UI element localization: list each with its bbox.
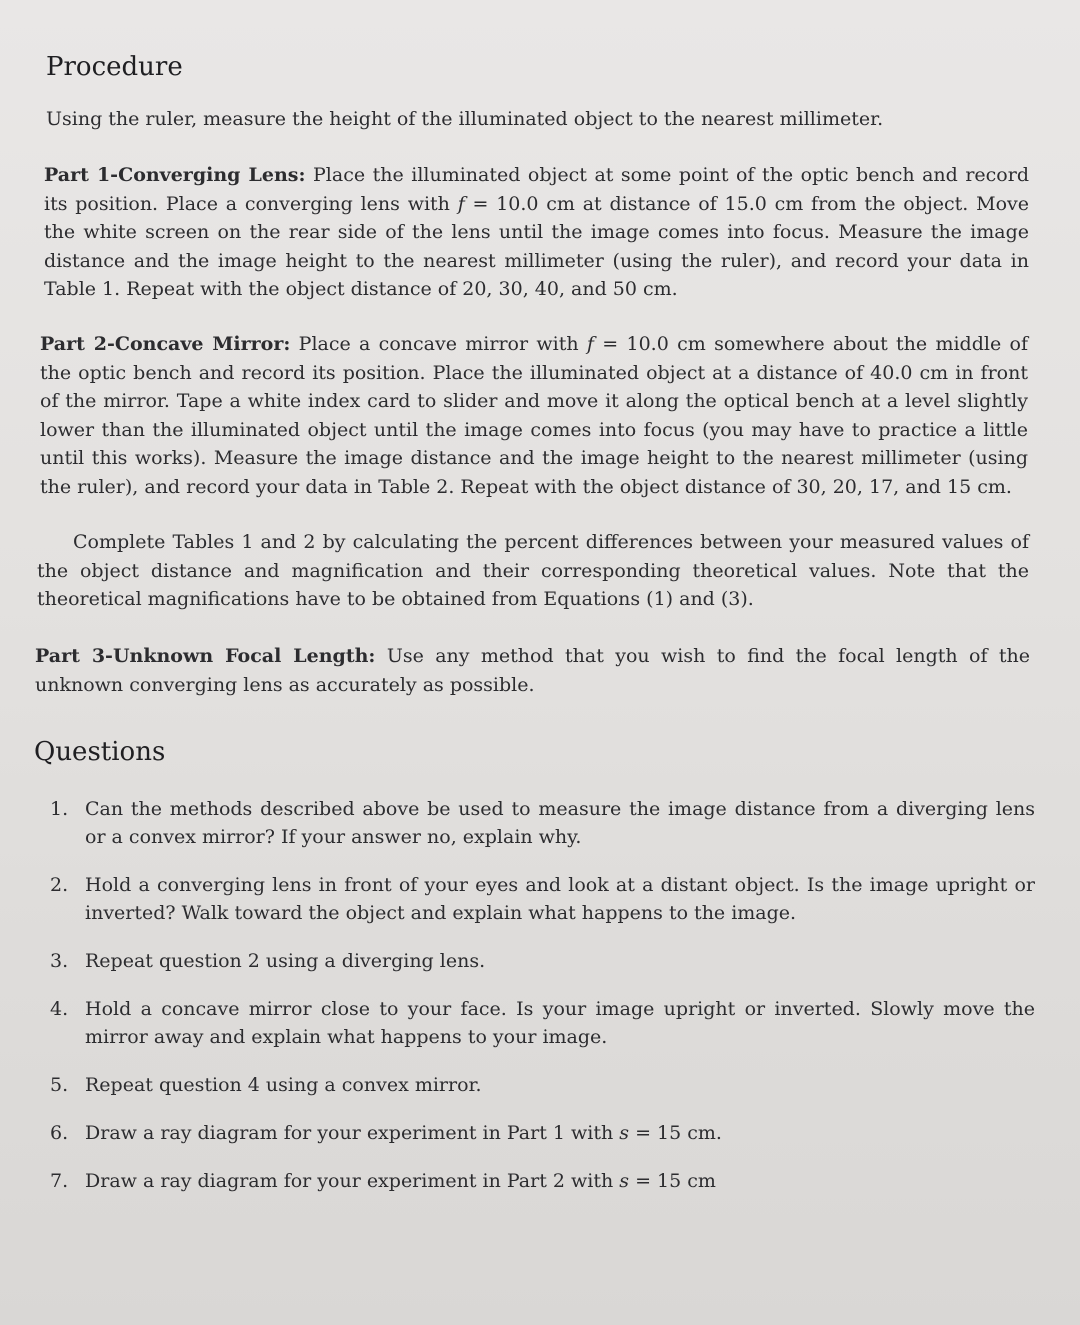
part3-text: Use any method that you wish to find the focal length of the unknown converging lens as accurately as possible. — [35, 645, 1030, 696]
question-text-a: Draw a ray diagram for your experiment in Part 1 with — [85, 1122, 620, 1144]
question-number: 6. — [50, 1122, 69, 1144]
question-text: Repeat question 2 using a diverging lens. — [85, 950, 486, 972]
part1-title: Part 1-Converging Lens: — [44, 164, 306, 186]
part1-paragraph — [44, 161, 1029, 304]
question-text-b: = 15 cm. — [629, 1122, 722, 1144]
procedure-intro: Using the ruler, measure the height of the illuminated object to the nearest millimeter. — [46, 108, 884, 130]
part2-text-a: Place a concave mirror with — [290, 333, 587, 355]
question-number: 3. — [50, 950, 69, 972]
question-text-a: Draw a ray diagram for your experiment in Part 2 with — [85, 1170, 620, 1192]
s-symbol: s — [619, 1170, 630, 1192]
procedure-heading: Procedure — [46, 52, 183, 82]
part2-paragraph — [40, 330, 1028, 501]
part2-f-symbol: f — [586, 333, 594, 355]
question-text: Hold a converging lens in front of your eyes and look at a distant object. Is the image upright or inverted? Walk toward the object and explain what happens to the image. — [85, 874, 1035, 924]
question-number: 7. — [50, 1170, 69, 1192]
question-text-b: = 15 cm — [629, 1170, 716, 1192]
complete-tables-paragraph: Complete Tables 1 and 2 by calculating the percent differences between your measured values of the object distance and magnification and their corresponding theoretical values. Note that the theoretical magnifications have to be obtained from Equations (1) and (3). — [37, 531, 1029, 610]
question-number: 4. — [50, 998, 69, 1020]
question-number: 1. — [50, 798, 69, 820]
question-item — [50, 871, 1035, 927]
part2-title: Part 2-Concave Mirror: — [40, 333, 291, 355]
question-item — [50, 995, 1035, 1051]
part2-text-b: = 10.0 cm somewhere about the middle of the optic bench and record its position. Place the illuminated object at a distance of 40.0 cm in front of the mirror. Tape a white index card to slider and move it along the optical bench at a level slightly lower than the illuminated object until the image comes into focus (you may have to practice a little until this works). Measure the image distance and the image height to the nearest millimeter (using the ruler), and record your data in Table 2. Repeat with the object distance of 30, 20, 17, and 15 cm. — [40, 333, 1028, 498]
part3-paragraph — [35, 642, 1030, 699]
question-item — [50, 947, 1035, 975]
part1-f-symbol: f — [457, 192, 465, 215]
part3-title: Part 3-Unknown Focal Length: — [35, 645, 376, 667]
question-text: Repeat question 4 using a convex mirror. — [85, 1074, 482, 1096]
questions-heading: Questions — [34, 737, 166, 767]
question-number: 2. — [50, 874, 69, 896]
question-item — [50, 795, 1035, 851]
question-item — [50, 1119, 1035, 1147]
questions-list — [50, 795, 1035, 1215]
s-symbol: s — [619, 1122, 630, 1144]
question-number: 5. — [50, 1074, 69, 1096]
question-item — [50, 1167, 1035, 1195]
question-item — [50, 1071, 1035, 1099]
question-text: Can the methods described above be used to measure the image distance from a diverging lens or a convex mirror? If your answer no, explain why. — [85, 798, 1035, 848]
question-text: Hold a concave mirror close to your face. Is your image upright or inverted. Slowly move the mirror away and explain what happens to your image. — [85, 998, 1035, 1048]
part1-text-a: Place the illuminated object at some point of the optic bench and record its position. Place a converging lens with — [44, 164, 1029, 215]
part1-text-b: = 10.0 cm at distance of 15.0 cm from the object. Move the white screen on the rear side of the lens until the image comes into focus. Measure the image distance and the image height to the nearest millimeter (using the ruler), and record your data in Table 1. Repeat with the object distance of 20, 30, 40, and 50 cm. — [44, 192, 1029, 300]
